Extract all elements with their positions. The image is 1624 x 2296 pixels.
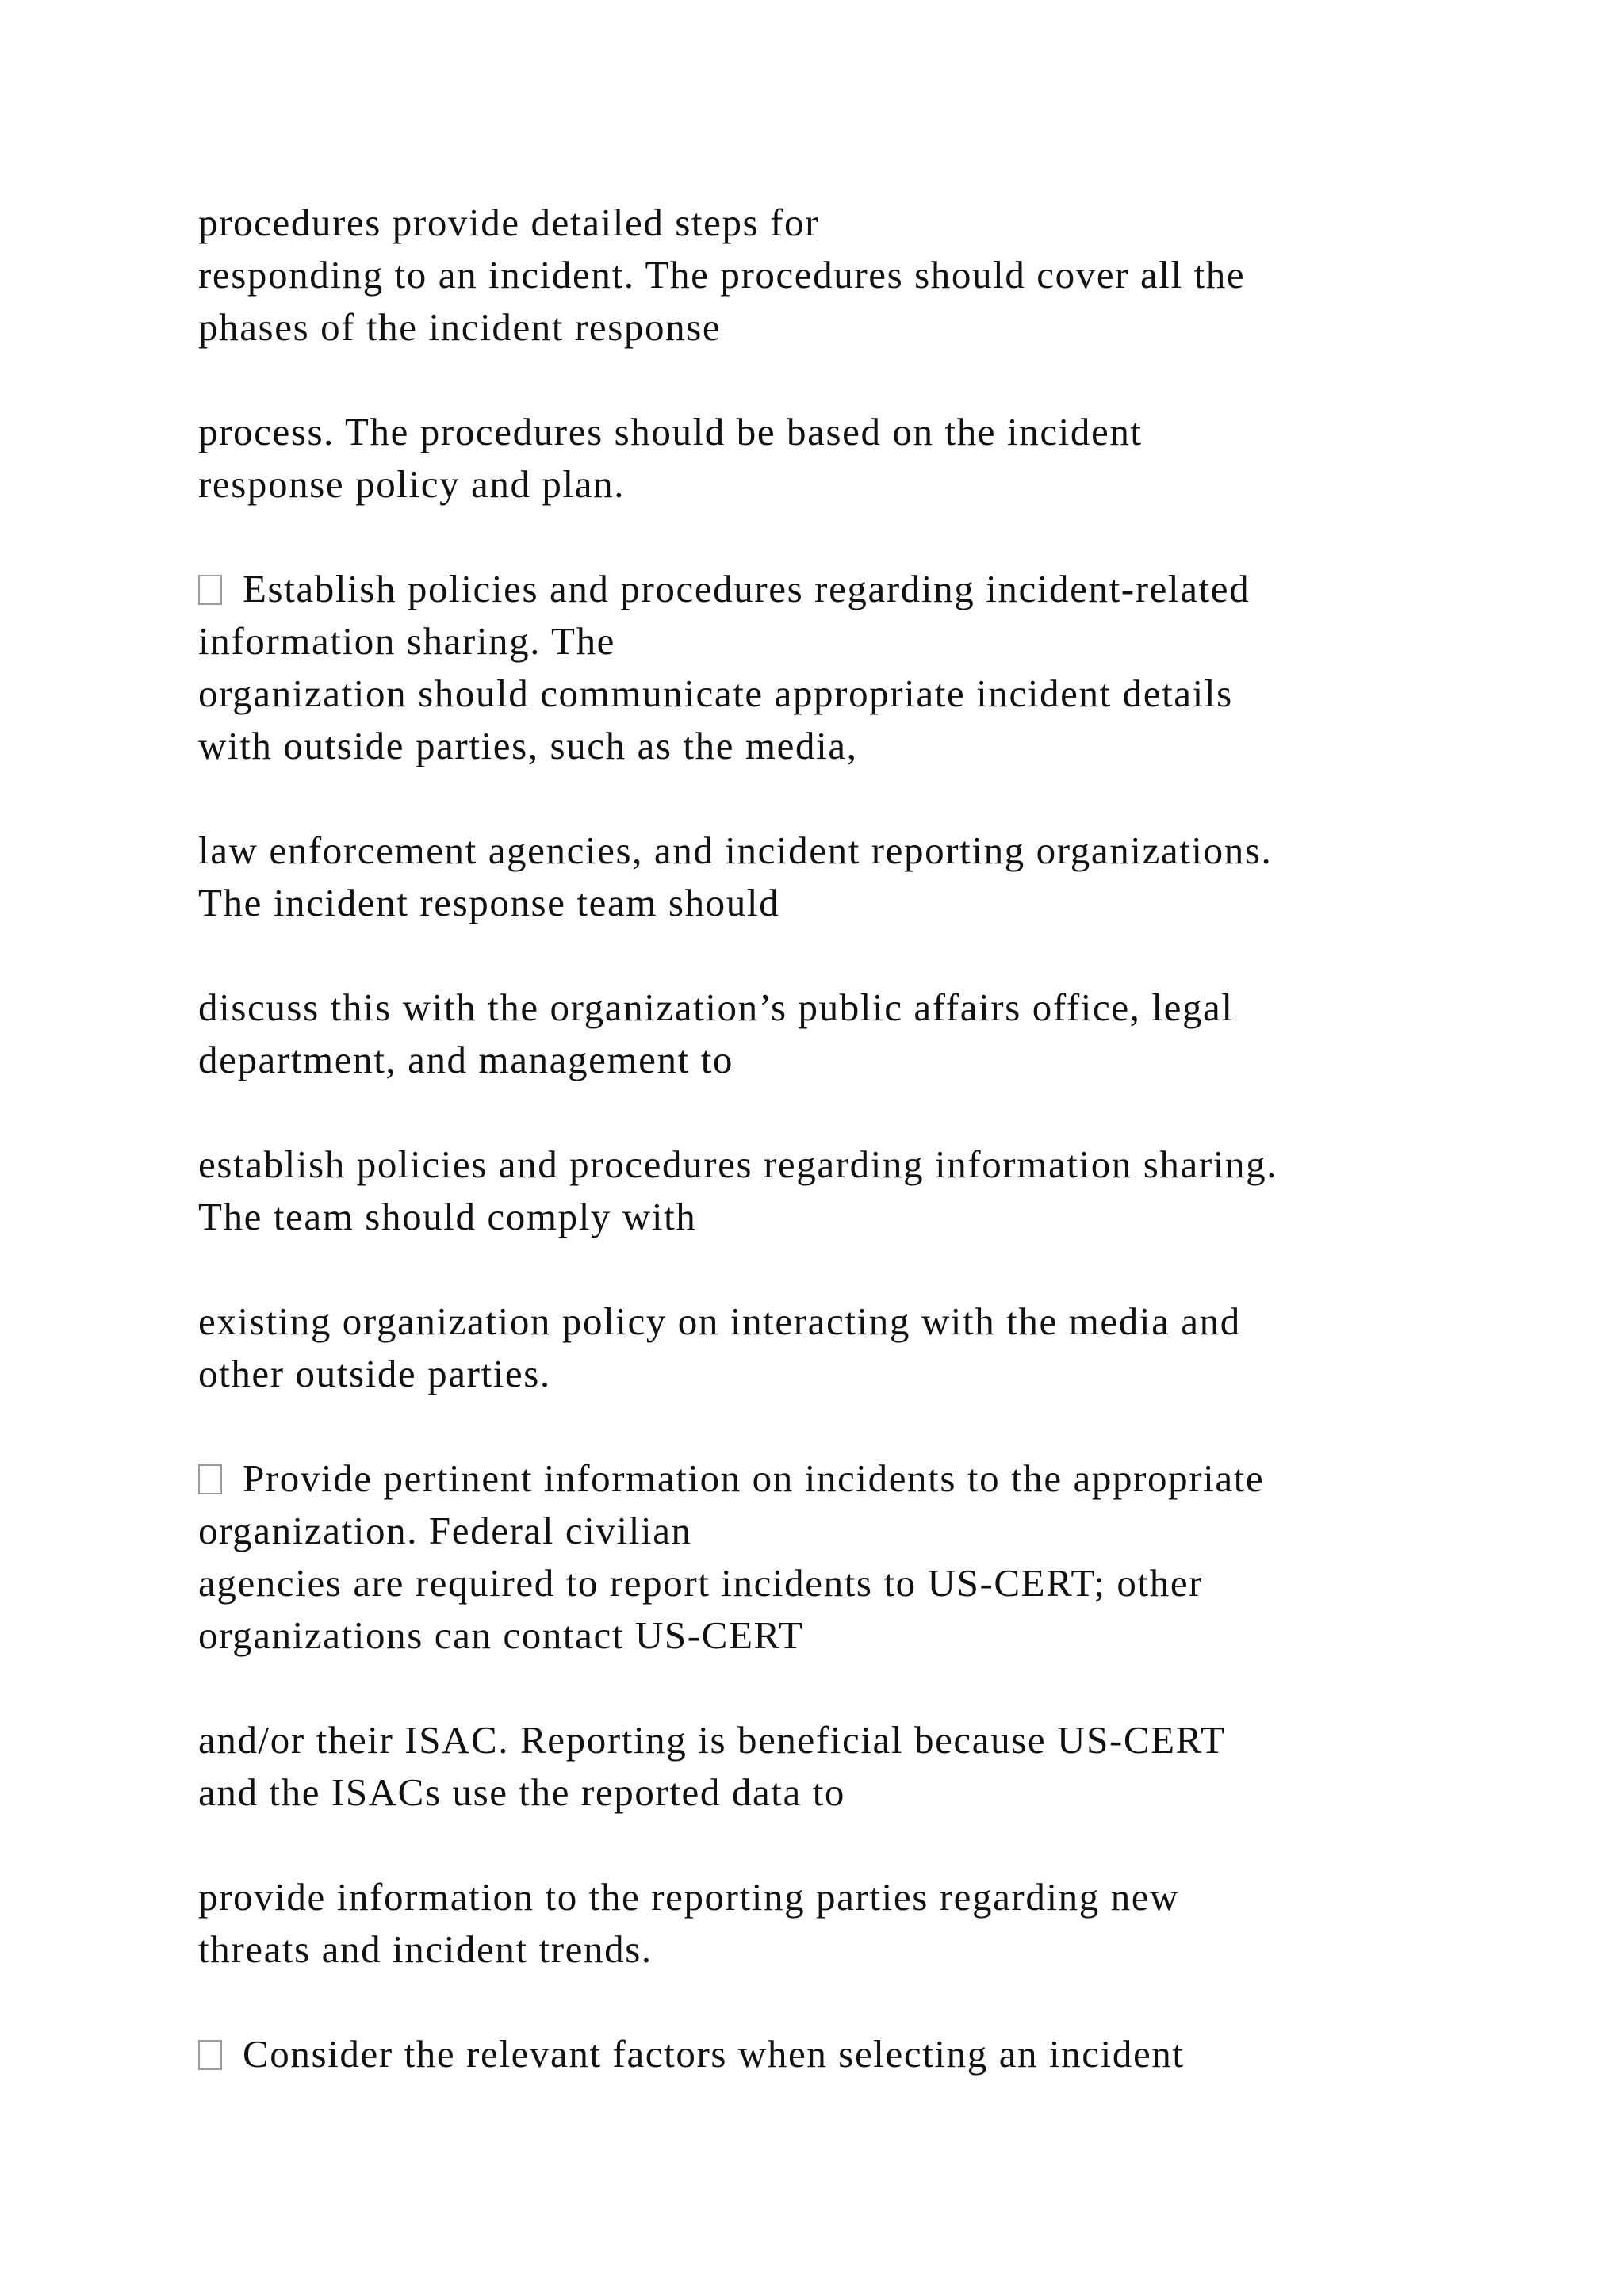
paragraph-gap: [198, 1819, 1546, 1871]
text-line: department, and management to: [198, 1038, 734, 1081]
text-line: organization. Federal civilian: [198, 1509, 692, 1552]
bullet-line: [198, 563, 1546, 615]
paragraph-gap: [198, 772, 1546, 825]
text-line: process. The procedures should be based on the incident: [198, 410, 1143, 453]
text-line: information sharing. The: [198, 619, 616, 663]
text-line: threats and incident trends.: [198, 1927, 653, 1971]
paragraph-gap: [198, 1086, 1546, 1138]
text-line: law enforcement agencies, and incident reporting organizations.: [198, 828, 1273, 872]
bullet-text: Consider the relevant factors when selecting an incident: [243, 2032, 1185, 2076]
text-line: response policy and plan.: [198, 462, 626, 506]
missing-glyph-box-icon: [198, 575, 222, 605]
text-line: agencies are required to report incidents to US-CERT; other: [198, 1561, 1204, 1605]
paragraph-gap: [198, 929, 1546, 982]
paragraph-gap: [198, 1400, 1546, 1452]
text-line: existing organization policy on interacting with the media and: [198, 1299, 1241, 1343]
paragraph-gap: [198, 354, 1546, 406]
paragraph-gap: [198, 1976, 1546, 2028]
text-line: provide information to the reporting parties regarding new: [198, 1875, 1180, 1919]
text-line: procedures provide detailed steps for: [198, 201, 820, 244]
text-line: establish policies and procedures regarding information sharing.: [198, 1142, 1278, 1186]
text-line: organizations can contact US-CERT: [198, 1613, 804, 1657]
text-line: responding to an incident. The procedures should cover all the: [198, 253, 1246, 297]
document-body: [198, 197, 1546, 2080]
bullet-text: Provide pertinent information on incidents to the appropriate: [243, 1456, 1265, 1500]
text-line: The incident response team should: [198, 881, 780, 924]
text-line: discuss this with the organization’s public affairs office, legal: [198, 985, 1234, 1029]
bullet-text: Establish policies and procedures regarding incident-related: [243, 567, 1251, 610]
missing-glyph-box-icon: [198, 1464, 222, 1494]
text-line: phases of the incident response: [198, 305, 722, 349]
text-line: and the ISACs use the reported data to: [198, 1770, 846, 1814]
paragraph-gap: [198, 1662, 1546, 1714]
text-line: organization should communicate appropriate incident details: [198, 672, 1233, 715]
paragraph-gap: [198, 1243, 1546, 1295]
bullet-line: [198, 1452, 1546, 1505]
paragraph-gap: [198, 511, 1546, 563]
text-line: The team should comply with: [198, 1195, 697, 1238]
text-line: with outside parties, such as the media,: [198, 724, 858, 767]
text-line: and/or their ISAC. Reporting is beneficial because US-CERT: [198, 1718, 1226, 1762]
bullet-line: [198, 2028, 1546, 2080]
missing-glyph-box-icon: [198, 2040, 222, 2070]
text-line: other outside parties.: [198, 1352, 551, 1395]
